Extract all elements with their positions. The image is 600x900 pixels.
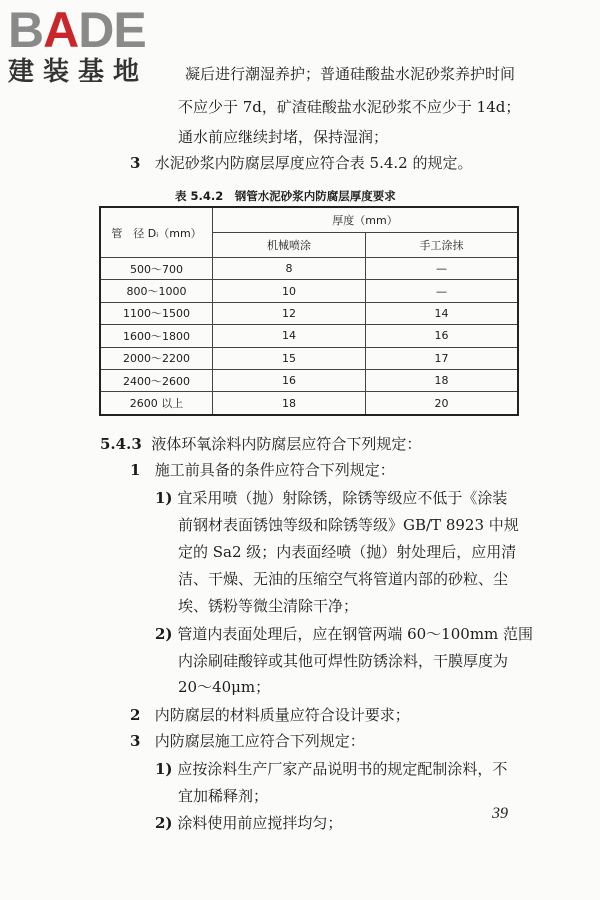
sub1-point-2-line-3: 20～40μm； [178, 678, 271, 696]
sub1-point-1-line-2: 前钢材表面锈蚀等级和除锈等级》GB/T 8923 中规 [178, 516, 519, 534]
sub-item-1 [130, 460, 395, 480]
section-number: 5.4.3 [100, 435, 142, 453]
intro-line-2: 不应少于 7d，矿渣硅酸盐水泥砂浆不应少于 14d； [178, 98, 521, 116]
sub1-point-1-line-4: 洁、干燥、无油的压缩空气将管道内部的砂粒、尘 [178, 570, 509, 588]
sub3-point-1-number: 1) [155, 760, 173, 778]
intro-line-1: 凝后进行潮湿养护；普通硅酸盐水泥砂浆养护时间 [185, 65, 516, 83]
thickness-table [99, 206, 519, 416]
table-row: 1600～1800 14 16 [100, 325, 518, 347]
sub-item-2 [130, 705, 410, 725]
table-row: 1100～1500 12 14 [100, 302, 518, 324]
sub1-point-1-line-5: 埃、锈粉等微尘清除干净； [178, 597, 359, 615]
table-caption: 表 5.4.2 钢管水泥砂浆内防腐层厚度要求 [175, 189, 396, 203]
item-3-number: 3 [130, 154, 141, 172]
table-row: 800～1000 10 — [100, 280, 518, 302]
page-number: 39 [492, 805, 508, 822]
item-3-text: 水泥砂浆内防腐层厚度应符合表 5.4.2 的规定。 [154, 154, 473, 172]
sub-item-3-number: 3 [130, 732, 141, 750]
sub-item-2-text: 内防腐层的材料质量应符合设计要求； [154, 706, 410, 724]
sub-item-3 [130, 731, 365, 751]
sub1-point-1-number: 1) [155, 489, 173, 507]
sub-item-3-text: 内防腐层施工应符合下列规定： [154, 732, 365, 750]
logo-wordmark: BADE [8, 2, 146, 58]
table-row: 2000～2200 15 17 [100, 347, 518, 369]
sub-item-2-number: 2 [130, 706, 141, 724]
header-manual: 手工涂抹 [366, 233, 519, 258]
table-row: 2600 以上 18 20 [100, 392, 518, 415]
sub3-point-1 [155, 759, 507, 779]
bade-logo [8, 4, 178, 88]
sub1-point-1-line-1: 宜采用喷（抛）射除锈，除锈等级应不低于《涂装 [177, 489, 508, 507]
sub1-point-2 [155, 624, 533, 644]
table-row: 2400～2600 16 18 [100, 369, 518, 391]
sub3-point-2-number: 2) [155, 814, 173, 832]
header-machine-spray: 机械喷涂 [213, 233, 366, 258]
header-diameter: 管 径 Dᵢ（mm） [100, 207, 213, 258]
sub-item-1-text: 施工前具备的条件应符合下列规定： [154, 461, 395, 479]
table-row: 500～700 8 — [100, 258, 518, 280]
section-5-4-3 [100, 434, 421, 454]
section-text: 液体环氧涂料内防腐层应符合下列规定： [151, 435, 422, 453]
sub-item-1-number: 1 [130, 461, 141, 479]
header-thickness: 厚度（mm） [213, 207, 519, 233]
intro-line-3: 通水前应继续封堵，保持湿润； [178, 128, 389, 146]
sub1-point-2-line-2: 内涂刷硅酸锌或其他可焊性防锈涂料，干膜厚度为 [178, 652, 509, 670]
item-3 [130, 153, 472, 173]
logo-tagline: 建装基地 [8, 57, 149, 87]
sub1-point-1-line-3: 定的 Sa2 级；内表面经喷（抛）射处理后，应用清 [178, 543, 517, 561]
sub3-point-2 [155, 813, 342, 833]
sub1-point-2-line-1: 管道内表面处理后，应在钢管两端 60～100mm 范围 [177, 625, 534, 643]
sub3-point-1-line-2: 宜加稀释剂； [178, 787, 269, 805]
sub3-point-2-text: 涂料使用前应搅拌均匀； [177, 814, 343, 832]
sub1-point-1 [155, 488, 507, 508]
sub3-point-1-line-1: 应按涂料生产厂家产品说明书的规定配制涂料，不 [177, 760, 508, 778]
sub1-point-2-number: 2) [155, 625, 173, 643]
